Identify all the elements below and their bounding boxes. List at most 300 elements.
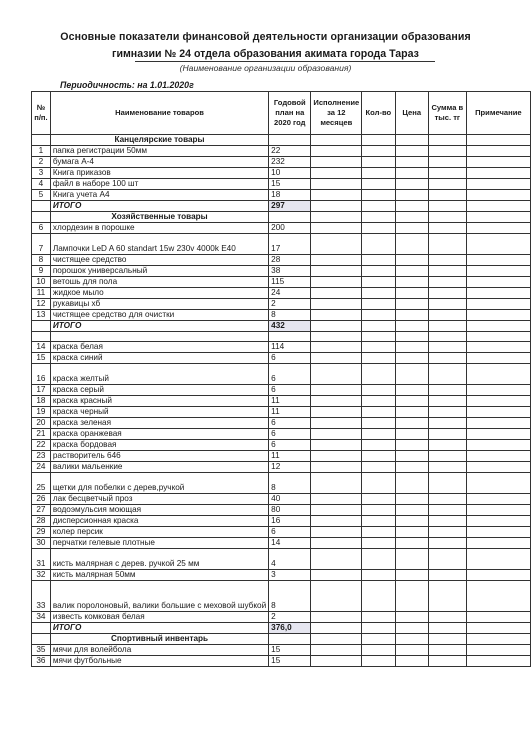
cell-name: мячи футбольные <box>50 656 268 667</box>
cell-sum <box>428 549 466 570</box>
cell-qty <box>362 342 395 353</box>
cell-name: файл в наборе 100 шт <box>50 179 268 190</box>
cell-price <box>395 310 428 321</box>
cell-no: 28 <box>32 516 51 527</box>
cell-exec <box>311 223 362 234</box>
cell-exec <box>311 277 362 288</box>
cell-price <box>395 266 428 277</box>
cell-exec <box>311 527 362 538</box>
cell-sum <box>428 634 466 645</box>
cell-plan: 2 <box>269 299 311 310</box>
cell-note <box>466 342 530 353</box>
table-row <box>32 179 531 190</box>
table-row <box>32 407 531 418</box>
cell-sum <box>428 201 466 212</box>
cell-name: перчатки гелевые плотные <box>50 538 268 549</box>
cell-name <box>50 332 268 342</box>
cell-note <box>466 146 530 157</box>
cell-no: 14 <box>32 342 51 353</box>
table-row <box>32 310 531 321</box>
table-row <box>32 473 531 494</box>
cell-price <box>395 321 428 332</box>
cell-note <box>466 190 530 201</box>
cell-name: краска зеленая <box>50 418 268 429</box>
cell-exec <box>311 645 362 656</box>
cell-no: 12 <box>32 299 51 310</box>
cell-no <box>32 135 51 146</box>
cell-exec <box>311 353 362 364</box>
cell-exec <box>311 429 362 440</box>
cell-price <box>395 135 428 146</box>
cell-exec <box>311 146 362 157</box>
cell-plan: 6 <box>269 364 311 385</box>
cell-qty <box>362 321 395 332</box>
cell-name: ветошь для пола <box>50 277 268 288</box>
cell-qty <box>362 212 395 223</box>
cell-name: ИТОГО <box>50 623 268 634</box>
table-row <box>32 157 531 168</box>
cell-exec <box>311 168 362 179</box>
cell-exec <box>311 570 362 581</box>
cell-no: 24 <box>32 462 51 473</box>
cell-note <box>466 168 530 179</box>
cell-price <box>395 157 428 168</box>
cell-name: краска синий <box>50 353 268 364</box>
cell-sum <box>428 656 466 667</box>
col-header-price: Цена <box>395 92 428 135</box>
cell-no: 25 <box>32 473 51 494</box>
cell-qty <box>362 353 395 364</box>
cell-plan: 11 <box>269 407 311 418</box>
cell-no: 6 <box>32 223 51 234</box>
cell-plan: 3 <box>269 570 311 581</box>
cell-price <box>395 462 428 473</box>
cell-note <box>466 462 530 473</box>
cell-no: 23 <box>32 451 51 462</box>
cell-exec <box>311 473 362 494</box>
cell-sum <box>428 310 466 321</box>
col-header-name: Наименование товаров <box>50 92 268 135</box>
cell-name: ИТОГО <box>50 321 268 332</box>
table-row <box>32 538 531 549</box>
goods-table <box>31 91 531 667</box>
cell-plan <box>269 634 311 645</box>
cell-no <box>32 212 51 223</box>
cell-plan: 297 <box>269 201 311 212</box>
document-title-line2: гимназии № 24 отдела образования акимата города Тараз <box>112 48 419 60</box>
cell-exec <box>311 234 362 255</box>
cell-name: лак бесцветчый проз <box>50 494 268 505</box>
cell-note <box>466 201 530 212</box>
col-header-sum: Сумма в тыс. тг <box>428 92 466 135</box>
cell-qty <box>362 645 395 656</box>
cell-qty <box>362 440 395 451</box>
cell-plan: 17 <box>269 234 311 255</box>
cell-qty <box>362 310 395 321</box>
cell-name: ИТОГО <box>50 201 268 212</box>
cell-note <box>466 549 530 570</box>
cell-plan <box>269 212 311 223</box>
cell-qty <box>362 429 395 440</box>
cell-note <box>466 223 530 234</box>
cell-qty <box>362 364 395 385</box>
table-row <box>32 266 531 277</box>
cell-no: 11 <box>32 288 51 299</box>
table-header-row <box>32 92 531 135</box>
cell-note <box>466 288 530 299</box>
cell-sum <box>428 266 466 277</box>
cell-qty <box>362 201 395 212</box>
section-title: Спортивный инвентарь <box>50 634 268 645</box>
cell-name: хлордезин в порошке <box>50 223 268 234</box>
cell-price <box>395 332 428 342</box>
cell-note <box>466 135 530 146</box>
cell-plan: 115 <box>269 277 311 288</box>
cell-no <box>32 201 51 212</box>
cell-name: папка регистрации 50мм <box>50 146 268 157</box>
cell-qty <box>362 623 395 634</box>
cell-qty <box>362 634 395 645</box>
cell-sum <box>428 527 466 538</box>
cell-sum <box>428 570 466 581</box>
cell-plan <box>269 135 311 146</box>
cell-qty <box>362 549 395 570</box>
cell-sum <box>428 277 466 288</box>
table-row <box>32 353 531 364</box>
cell-exec <box>311 332 362 342</box>
cell-exec <box>311 364 362 385</box>
cell-plan: 40 <box>269 494 311 505</box>
cell-qty <box>362 288 395 299</box>
cell-no <box>32 321 51 332</box>
cell-sum <box>428 505 466 516</box>
cell-exec <box>311 299 362 310</box>
cell-qty <box>362 146 395 157</box>
cell-note <box>466 299 530 310</box>
cell-plan: 8 <box>269 473 311 494</box>
cell-name: мячи для волейбола <box>50 645 268 656</box>
cell-name: краска красный <box>50 396 268 407</box>
cell-qty <box>362 494 395 505</box>
cell-price <box>395 623 428 634</box>
cell-name: валик поролоновый, валики большие с меховой шубкой <box>50 581 268 612</box>
cell-plan: 12 <box>269 462 311 473</box>
cell-qty <box>362 462 395 473</box>
cell-exec <box>311 451 362 462</box>
cell-price <box>395 364 428 385</box>
cell-price <box>395 407 428 418</box>
cell-price <box>395 429 428 440</box>
cell-qty <box>362 385 395 396</box>
cell-note <box>466 157 530 168</box>
cell-plan: 8 <box>269 310 311 321</box>
cell-plan: 24 <box>269 288 311 299</box>
cell-note <box>466 234 530 255</box>
cell-exec <box>311 418 362 429</box>
cell-note <box>466 385 530 396</box>
cell-exec <box>311 135 362 146</box>
cell-sum <box>428 332 466 342</box>
cell-note <box>466 418 530 429</box>
cell-plan <box>269 332 311 342</box>
cell-exec <box>311 494 362 505</box>
cell-plan: 2 <box>269 612 311 623</box>
cell-plan: 15 <box>269 645 311 656</box>
table-row <box>32 581 531 612</box>
cell-price <box>395 570 428 581</box>
table-row <box>32 385 531 396</box>
cell-qty <box>362 516 395 527</box>
cell-price <box>395 288 428 299</box>
col-header-exec: Исполнение за 12 месяцев <box>311 92 362 135</box>
cell-exec <box>311 549 362 570</box>
cell-qty <box>362 266 395 277</box>
cell-exec <box>311 462 362 473</box>
total-row <box>32 201 531 212</box>
section-row <box>32 212 531 223</box>
cell-no: 30 <box>32 538 51 549</box>
cell-sum <box>428 353 466 364</box>
cell-qty <box>362 168 395 179</box>
col-header-plan: Годовой план на 2020 год <box>269 92 311 135</box>
cell-price <box>395 190 428 201</box>
cell-price <box>395 494 428 505</box>
cell-no: 35 <box>32 645 51 656</box>
cell-note <box>466 570 530 581</box>
cell-plan: 6 <box>269 429 311 440</box>
cell-price <box>395 385 428 396</box>
table-row <box>32 396 531 407</box>
cell-plan: 10 <box>269 168 311 179</box>
cell-sum <box>428 473 466 494</box>
table-row <box>32 234 531 255</box>
col-header-note: Примечание <box>466 92 530 135</box>
cell-note <box>466 473 530 494</box>
table-body <box>32 135 531 667</box>
cell-qty <box>362 223 395 234</box>
cell-exec <box>311 385 362 396</box>
section-title: Канцелярские товары <box>50 135 268 146</box>
table-row <box>32 342 531 353</box>
cell-exec <box>311 656 362 667</box>
cell-qty <box>362 190 395 201</box>
cell-sum <box>428 440 466 451</box>
cell-no: 22 <box>32 440 51 451</box>
cell-sum <box>428 418 466 429</box>
cell-sum <box>428 190 466 201</box>
cell-plan: 28 <box>269 255 311 266</box>
cell-plan: 4 <box>269 549 311 570</box>
cell-sum <box>428 321 466 332</box>
cell-qty <box>362 505 395 516</box>
total-row <box>32 321 531 332</box>
cell-plan: 6 <box>269 440 311 451</box>
table-row <box>32 440 531 451</box>
cell-price <box>395 451 428 462</box>
cell-sum <box>428 645 466 656</box>
table-row <box>32 462 531 473</box>
cell-sum <box>428 407 466 418</box>
cell-no: 5 <box>32 190 51 201</box>
cell-price <box>395 212 428 223</box>
cell-no: 13 <box>32 310 51 321</box>
cell-qty <box>362 179 395 190</box>
cell-no <box>32 623 51 634</box>
cell-plan: 114 <box>269 342 311 353</box>
cell-qty <box>362 451 395 462</box>
cell-name: краска черный <box>50 407 268 418</box>
cell-sum <box>428 342 466 353</box>
cell-name: дисперсионная краска <box>50 516 268 527</box>
cell-price <box>395 168 428 179</box>
cell-sum <box>428 234 466 255</box>
cell-plan: 11 <box>269 396 311 407</box>
cell-note <box>466 179 530 190</box>
cell-sum <box>428 223 466 234</box>
cell-name: порошок универсальный <box>50 266 268 277</box>
table-row <box>32 223 531 234</box>
cell-note <box>466 451 530 462</box>
cell-note <box>466 516 530 527</box>
cell-plan: 8 <box>269 581 311 612</box>
table-row <box>32 364 531 385</box>
cell-no: 9 <box>32 266 51 277</box>
cell-name: чистящее средство для очистки <box>50 310 268 321</box>
cell-sum <box>428 179 466 190</box>
cell-name: краска серый <box>50 385 268 396</box>
cell-price <box>395 396 428 407</box>
cell-note <box>466 581 530 612</box>
cell-plan: 16 <box>269 516 311 527</box>
table-row <box>32 332 531 342</box>
cell-price <box>395 146 428 157</box>
cell-exec <box>311 190 362 201</box>
table-row <box>32 190 531 201</box>
cell-name: Книга учета А4 <box>50 190 268 201</box>
cell-no: 8 <box>32 255 51 266</box>
cell-price <box>395 549 428 570</box>
cell-sum <box>428 538 466 549</box>
cell-note <box>466 364 530 385</box>
cell-note <box>466 429 530 440</box>
cell-qty <box>362 656 395 667</box>
cell-price <box>395 516 428 527</box>
table-row <box>32 288 531 299</box>
table-row <box>32 656 531 667</box>
cell-name: краска белая <box>50 342 268 353</box>
cell-plan: 6 <box>269 418 311 429</box>
cell-sum <box>428 135 466 146</box>
cell-no: 27 <box>32 505 51 516</box>
cell-price <box>395 234 428 255</box>
cell-price <box>395 473 428 494</box>
cell-plan: 15 <box>269 656 311 667</box>
cell-plan: 14 <box>269 538 311 549</box>
cell-note <box>466 538 530 549</box>
cell-name: краска бордовая <box>50 440 268 451</box>
table-row <box>32 612 531 623</box>
table-row <box>32 255 531 266</box>
cell-price <box>395 299 428 310</box>
cell-qty <box>362 570 395 581</box>
cell-note <box>466 212 530 223</box>
cell-name: Лампочки LeD A 60 standart 15w 230v 4000k E40 <box>50 234 268 255</box>
cell-exec <box>311 516 362 527</box>
cell-name: щетки для побелки с дерев,ручкой <box>50 473 268 494</box>
cell-name: известь комковая белая <box>50 612 268 623</box>
cell-exec <box>311 538 362 549</box>
cell-note <box>466 396 530 407</box>
cell-no: 15 <box>32 353 51 364</box>
cell-no: 32 <box>32 570 51 581</box>
cell-exec <box>311 505 362 516</box>
cell-note <box>466 527 530 538</box>
cell-qty <box>362 612 395 623</box>
table-row <box>32 645 531 656</box>
cell-qty <box>362 299 395 310</box>
cell-sum <box>428 429 466 440</box>
cell-note <box>466 623 530 634</box>
cell-note <box>466 407 530 418</box>
cell-sum <box>428 288 466 299</box>
cell-exec <box>311 201 362 212</box>
cell-qty <box>362 135 395 146</box>
organization-caption: (Наименование организации образования) <box>179 63 352 73</box>
cell-sum <box>428 451 466 462</box>
cell-price <box>395 201 428 212</box>
cell-qty <box>362 418 395 429</box>
table-row <box>32 168 531 179</box>
cell-price <box>395 538 428 549</box>
cell-exec <box>311 212 362 223</box>
cell-exec <box>311 157 362 168</box>
cell-sum <box>428 212 466 223</box>
cell-note <box>466 332 530 342</box>
cell-exec <box>311 266 362 277</box>
cell-sum <box>428 146 466 157</box>
col-header-qty: Кол-во <box>362 92 395 135</box>
cell-plan: 232 <box>269 157 311 168</box>
cell-no: 1 <box>32 146 51 157</box>
cell-name: чистящее средство <box>50 255 268 266</box>
cell-sum <box>428 462 466 473</box>
cell-plan: 6 <box>269 385 311 396</box>
cell-no: 33 <box>32 581 51 612</box>
cell-sum <box>428 364 466 385</box>
cell-name: валики мальенкие <box>50 462 268 473</box>
cell-exec <box>311 179 362 190</box>
table-row <box>32 299 531 310</box>
cell-price <box>395 223 428 234</box>
cell-note <box>466 645 530 656</box>
cell-note <box>466 494 530 505</box>
table-row <box>32 277 531 288</box>
cell-plan: 80 <box>269 505 311 516</box>
cell-no: 26 <box>32 494 51 505</box>
section-row <box>32 135 531 146</box>
cell-note <box>466 255 530 266</box>
cell-exec <box>311 407 362 418</box>
cell-price <box>395 440 428 451</box>
cell-name: краска желтый <box>50 364 268 385</box>
cell-qty <box>362 396 395 407</box>
cell-qty <box>362 527 395 538</box>
cell-note <box>466 634 530 645</box>
cell-note <box>466 440 530 451</box>
section-row <box>32 634 531 645</box>
cell-plan: 6 <box>269 527 311 538</box>
cell-note <box>466 321 530 332</box>
